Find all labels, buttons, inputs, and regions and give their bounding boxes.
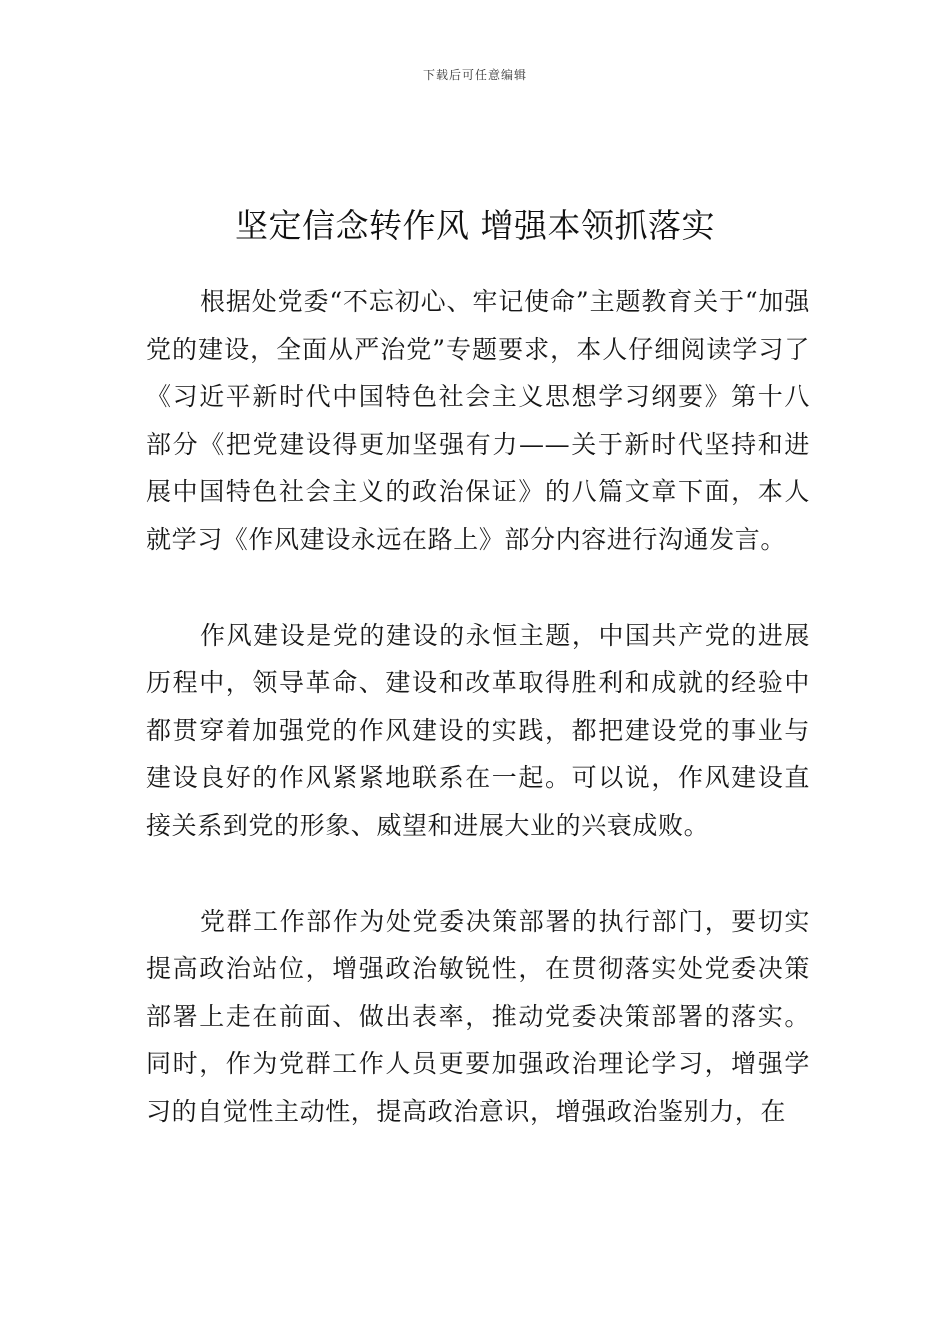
paragraph-3: 党群工作部作为处党委决策部署的执行部门，要切实提高政治站位，增强政治敏锐性，在贯彻落实处党委决策部署上走在前面、做出表率，推动党委决策部署的落实。同时，作为党群工作人员更要加强政治理论学习，增强学习的自觉性主动性，提高政治意识，增强政治鉴别力，在 xyxy=(146,906,810,1126)
paragraph-2: 作风建设是党的建设的永恒主题，中国共产党的进展历程中，领导革命、建设和改革取得胜利和成就的经验中都贯穿着加强党的作风建设的实践，都把建设党的事业与建设良好的作风紧紧地联系在一起。可以说，作风建设直接关系到党的形象、威望和进展大业的兴衰成败。 xyxy=(146,620,810,840)
document-title: 坚定信念转作风 增强本领抓落实 xyxy=(235,206,715,246)
header-note: 下载后可任意编辑 xyxy=(422,68,527,82)
paragraph-1: 根据处党委“不忘初心、牢记使命”主题教育关于“加强党的建设，全面从严治党”专题要求，本人仔细阅读学习了《习近平新时代中国特色社会主义思想学习纲要》第十八部分《把党建设得更加坚强有力——关于新时代坚持和进展中国特色社会主义的政治保证》的八篇文章下面，本人就学习《作风建设永远在路上》部分内容进行沟通发言。 xyxy=(146,287,810,554)
document-body xyxy=(146,278,810,1136)
